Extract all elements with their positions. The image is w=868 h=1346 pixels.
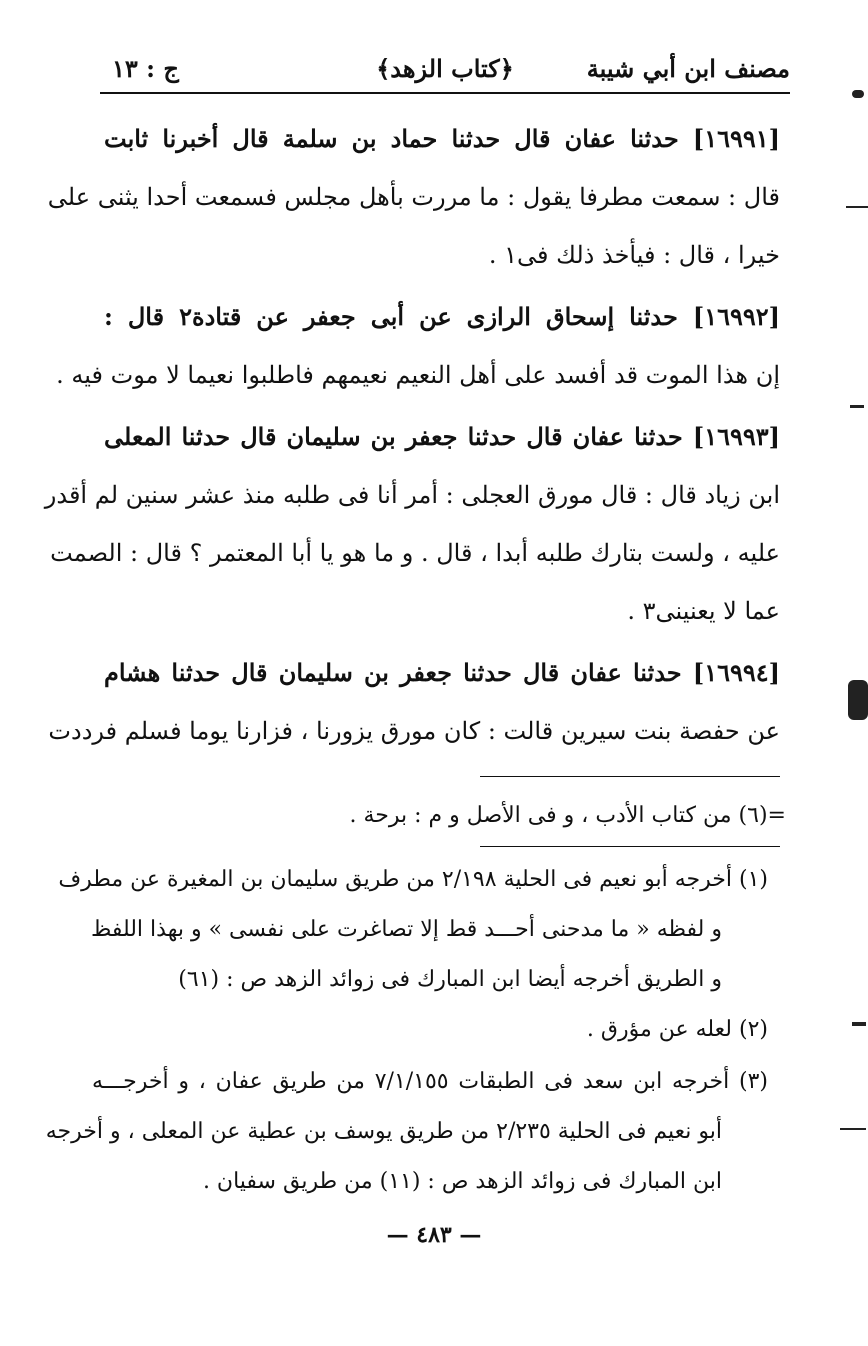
scan-mark — [852, 1022, 866, 1026]
text-line: عن حفصة بنت سيرين قالت : كان مورق يزورنا ، فزارنا يوما فسلم فرددت — [48, 717, 780, 745]
scan-mark — [840, 1128, 866, 1130]
footnote-1: (١) أخرجه أبو نعيم فى الحلية ٢/١٩٨ من طريق سليمان بن المغيرة عن مطرف — [58, 867, 768, 892]
footnote-1-cont: و لفظه « ما مدحنى أحـــد قط إلا تصاغرت على نفسى » و بهذا اللفظ — [90, 917, 722, 942]
text-line: إن هذا الموت قد أفسد على أهل النعيم نعيمهم فاطلبوا نعيما لا موت فيه . — [56, 361, 780, 389]
footnote-1-cont: و الطريق أخرجه أيضا ابن المبارك فى زوائد الزهد ص : (٦١) — [178, 967, 722, 992]
book-title: مصنف ابن أبي شيبة — [586, 54, 790, 83]
chapter-title: ﴿كتاب الزهد﴾ — [376, 54, 514, 83]
text-line: [١٦٩٩١] حدثنا عفان قال حدثنا حماد بن سلمة قال أخبرنا ثابت — [104, 124, 780, 153]
footnote-separator — [480, 776, 780, 777]
footnote-3-cont: ابن المبارك فى زوائد الزهد ص : (١١) من طريق سفيان . — [202, 1169, 722, 1194]
volume-number: ج : ١٣ — [112, 54, 179, 83]
footnote-continuation: =(٦) من كتاب الأدب ، و فى الأصل و م : برحة . — [349, 803, 786, 828]
text-line: [١٦٩٩٢] حدثنا إسحاق الرازى عن أبى جعفر عن قتادة٢ قال : — [104, 302, 781, 331]
scan-mark — [848, 680, 868, 720]
text-line: قال : سمعت مطرفا يقول : ما مررت بأهل مجلس فسمعت أحدا يثنى على — [47, 183, 780, 211]
text-line: [١٦٩٩٤] حدثنا عفان قال حدثنا جعفر بن سليمان قال حدثنا هشام — [104, 658, 780, 687]
footnote-3: (٣) أخرجه ابن سعد فى الطبقات ٧/١/١٥٥ من طريق عفان ، و أخرجـــه — [92, 1069, 768, 1094]
scan-mark — [850, 405, 864, 408]
text-line: [١٦٩٩٣] حدثنا عفان قال حدثنا جعفر بن سليمان قال حدثنا المعلى — [104, 422, 780, 451]
footnote-divider — [480, 846, 780, 847]
text-line: خيرا ، قال : فيأخذ ذلك فى١ . — [488, 241, 780, 269]
scan-mark — [852, 90, 864, 98]
running-header — [100, 42, 790, 94]
page-number: — ٤٨٣ — — [386, 1222, 482, 1248]
scan-mark — [846, 206, 868, 208]
text-line: ابن زياد قال : قال مورق العجلى : أمر أنا فى طلبه منذ عشر سنين لم أقدر — [44, 481, 780, 509]
footnote-3-cont: أبو نعيم فى الحلية ٢/٢٣٥ من طريق يوسف بن عطية عن المعلى ، و أخرجه — [45, 1119, 722, 1144]
footnote-2: (٢) لعله عن مؤرق . — [586, 1017, 768, 1042]
text-line: عليه ، ولست بتارك طلبه أبدا ، قال . و ما هو يا أبا المعتمر ؟ قال : الصمت — [50, 539, 780, 567]
text-line: عما لا يعنينى٣ . — [627, 597, 780, 625]
